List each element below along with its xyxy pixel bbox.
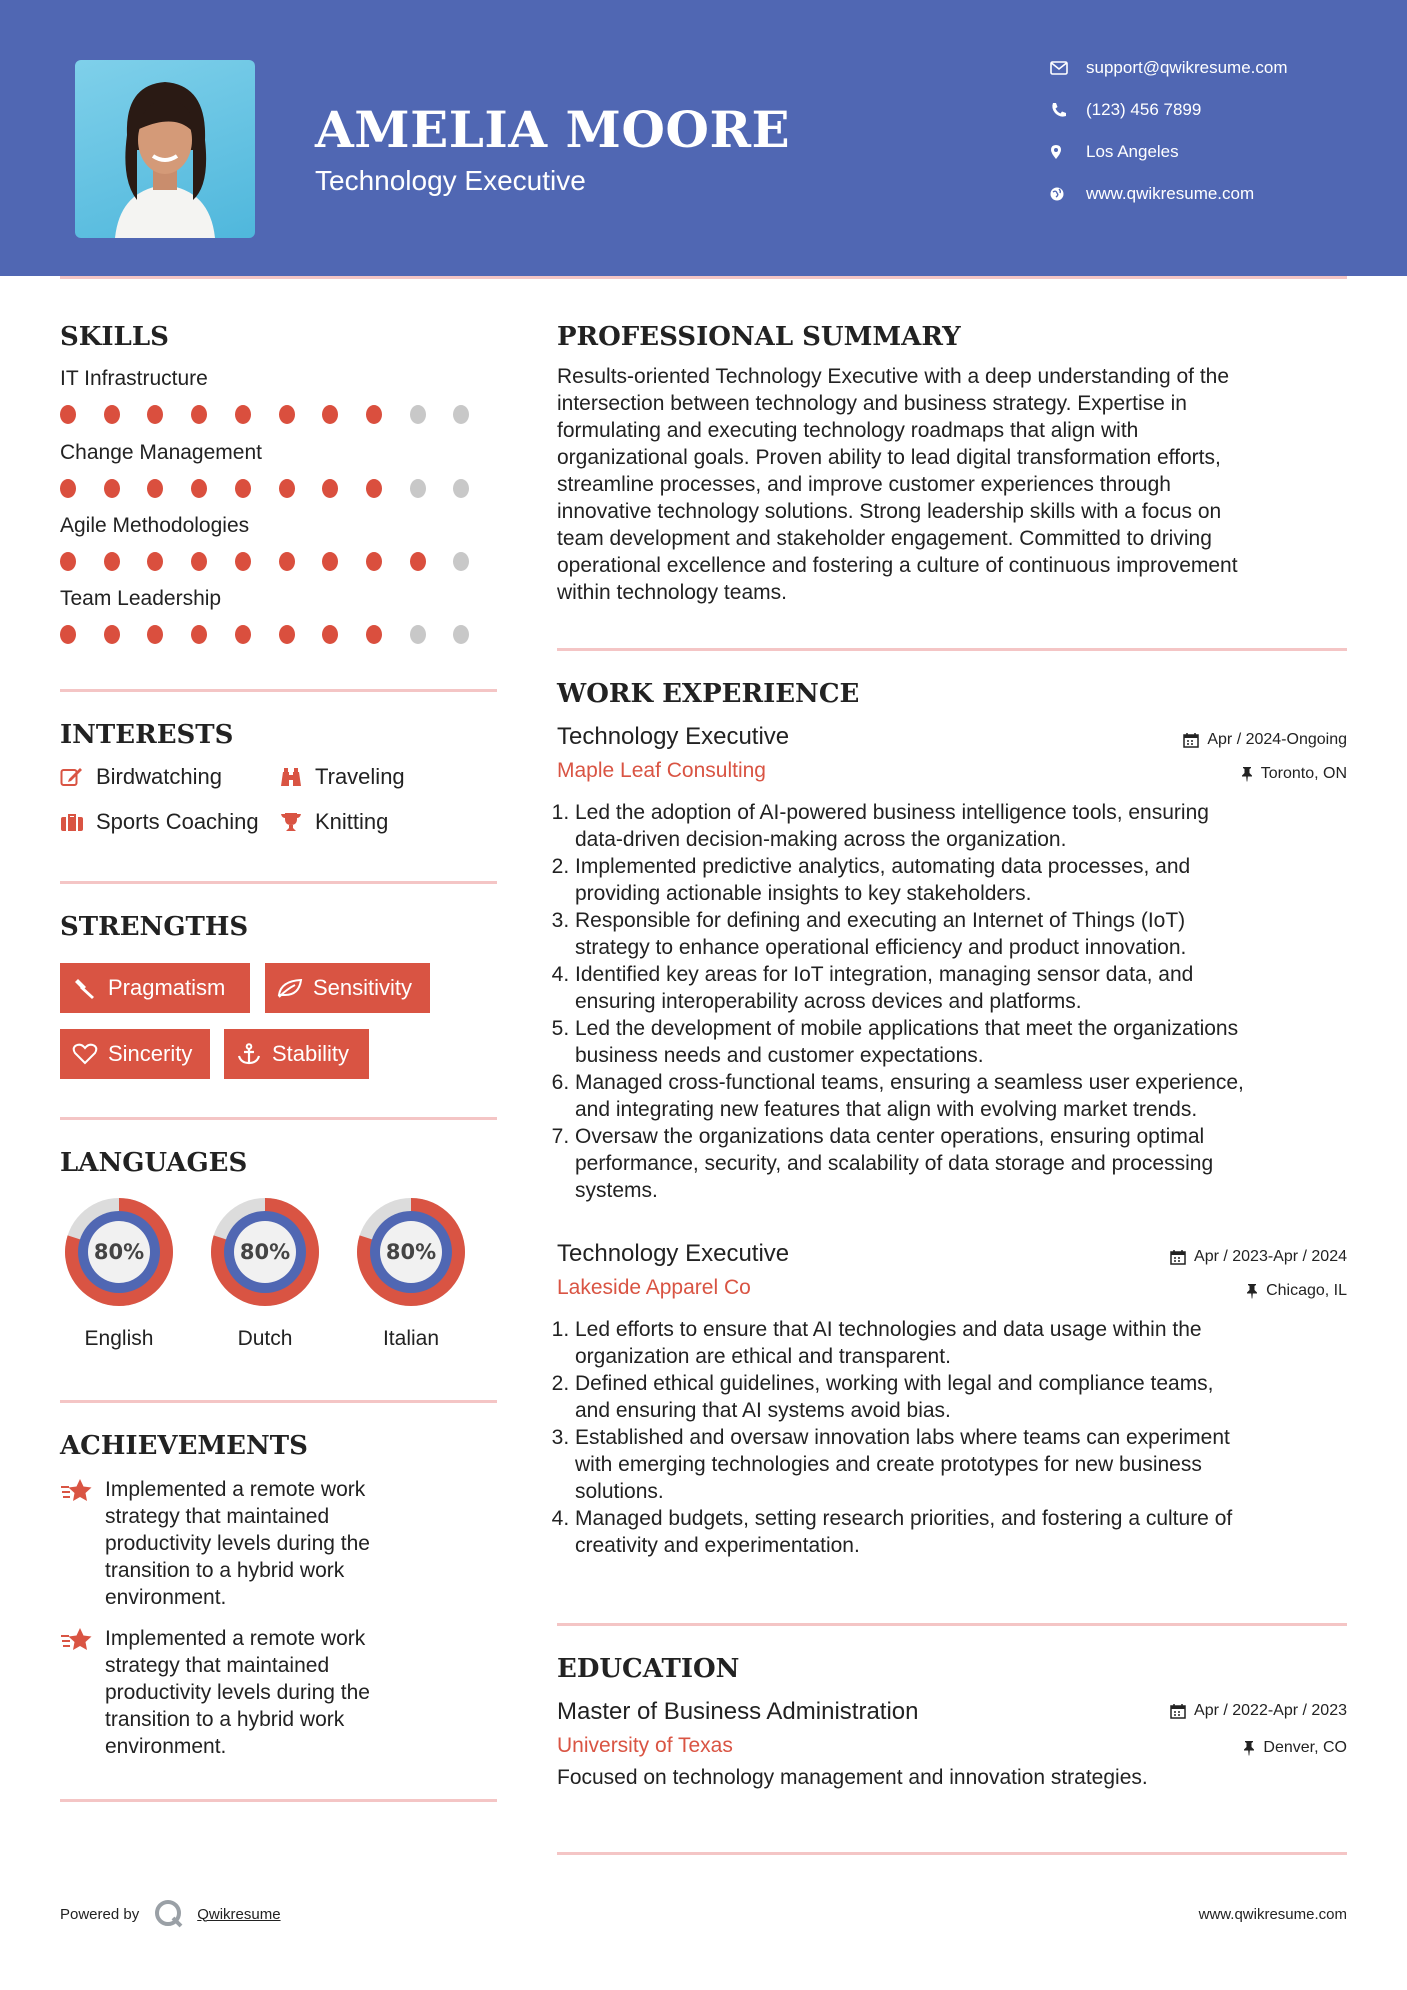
rating-dot-filled bbox=[191, 479, 207, 498]
responsibility-list bbox=[557, 1316, 1347, 1559]
language-item bbox=[351, 1192, 471, 1351]
rating-dot-empty bbox=[453, 405, 469, 424]
strength-tag: Sensitivity bbox=[265, 963, 430, 1013]
rating-dot-filled bbox=[235, 405, 251, 424]
education-heading: EDUCATION bbox=[557, 1654, 740, 1684]
skill-label: IT Infrastructure bbox=[60, 367, 208, 390]
calendar-icon bbox=[1170, 1249, 1186, 1265]
rating-dot-empty bbox=[410, 405, 426, 424]
section-divider bbox=[557, 1852, 1347, 1855]
language-proficiency-ring bbox=[351, 1192, 471, 1312]
languages-heading: LANGUAGES bbox=[60, 1148, 248, 1178]
skill-label: Team Leadership bbox=[60, 587, 222, 610]
job-entry bbox=[557, 1240, 1347, 1559]
summary-section bbox=[557, 322, 1347, 606]
list-item: 1. Led efforts to ensure that AI technologies and data usage within the organization are ethical and transparent. bbox=[575, 1316, 1347, 1370]
pencil-square-icon bbox=[60, 766, 84, 788]
education-section bbox=[557, 1654, 1347, 1684]
heart-icon bbox=[72, 1043, 98, 1065]
calendar-icon bbox=[1170, 1703, 1186, 1719]
job-dates: Apr / 2023-Apr / 2024 bbox=[1170, 1248, 1347, 1266]
section-divider bbox=[557, 1623, 1347, 1626]
strength-tag: Sincerity bbox=[60, 1029, 210, 1079]
language-label: Italian bbox=[382, 1327, 440, 1350]
summary-heading: PROFESSIONAL SUMMARY bbox=[557, 322, 961, 352]
skill-label: Agile Methodologies bbox=[60, 514, 250, 537]
list-item: 4. Identified key areas for IoT integration, managing sensor data, and ensuring interoperability across devices and platforms. bbox=[575, 961, 1347, 1015]
skills-heading: SKILLS bbox=[60, 322, 169, 352]
education-dates: Apr / 2022-Apr / 2023 bbox=[1170, 1702, 1347, 1720]
list-item: 5. Led the development of mobile applications that meet the organizations business needs and customer expectations. bbox=[575, 1015, 1347, 1069]
rating-dot-filled bbox=[104, 405, 120, 424]
list-item: 1. Led the adoption of AI-powered business intelligence tools, ensuring data-driven decision-making across the organization. bbox=[575, 799, 1347, 853]
list-item: 6. Managed cross-functional teams, ensuring a seamless user experience, and integrating new features that align with evolving market trends. bbox=[575, 1069, 1347, 1123]
map-marker-icon bbox=[1050, 144, 1068, 160]
company-name: Maple Leaf Consulting bbox=[557, 759, 766, 782]
rating-dot-filled bbox=[410, 552, 426, 571]
rating-dot-filled bbox=[235, 625, 251, 644]
section-divider bbox=[557, 648, 1347, 651]
rating-dot-filled bbox=[147, 479, 163, 498]
job-location: Chicago, IL bbox=[1246, 1282, 1347, 1300]
section-divider bbox=[60, 1400, 497, 1403]
skill-agile-methodologies bbox=[60, 514, 497, 571]
powered-by-label: Powered by bbox=[60, 1905, 140, 1923]
section-divider bbox=[60, 881, 497, 884]
rating-dot-filled bbox=[235, 552, 251, 571]
candidate-title: Technology Executive bbox=[315, 165, 586, 196]
strength-tag: Pragmatism bbox=[60, 963, 250, 1013]
rating-dot-filled bbox=[104, 552, 120, 571]
language-label: English bbox=[84, 1327, 154, 1350]
rating-dot-filled bbox=[147, 405, 163, 424]
language-percent: 80% bbox=[239, 1240, 291, 1264]
anchor-icon bbox=[236, 1043, 262, 1065]
job-dates: Apr / 2024-Ongoing bbox=[1183, 731, 1347, 749]
interest-item: Sports Coaching bbox=[60, 809, 259, 835]
strengths-section bbox=[60, 912, 497, 942]
skill-it-infrastructure bbox=[60, 367, 497, 424]
profile-photo bbox=[75, 60, 255, 238]
job-location: Toronto, ON bbox=[1241, 765, 1347, 783]
candidate-name: AMELIA MOORE bbox=[315, 100, 791, 159]
binoculars-icon bbox=[279, 766, 303, 788]
skills-section bbox=[60, 322, 497, 352]
rating-dot-filled bbox=[235, 479, 251, 498]
strengths-heading: STRENGTHS bbox=[60, 912, 249, 942]
rating-dot-filled bbox=[279, 552, 295, 571]
section-divider bbox=[60, 689, 497, 692]
rating-dot-filled bbox=[60, 625, 76, 644]
leaf-icon bbox=[277, 977, 303, 999]
section-divider bbox=[60, 1799, 497, 1802]
envelope-icon bbox=[1050, 61, 1068, 75]
rating-dot-filled bbox=[191, 625, 207, 644]
rating-dot-filled bbox=[322, 625, 338, 644]
list-item: 7. Oversaw the organizations data center operations, ensuring optimal performance, security, and scalability of data storage and processing systems. bbox=[575, 1123, 1347, 1204]
skill-rating bbox=[60, 405, 497, 424]
contact-website[interactable]: www.qwikresume.com bbox=[1050, 184, 1254, 204]
responsibility-list bbox=[557, 799, 1347, 1204]
header-divider bbox=[60, 276, 1347, 279]
list-item: 2. Implemented predictive analytics, automating data processes, and providing actionable insights to key stakeholders. bbox=[575, 853, 1347, 907]
trophy-icon bbox=[279, 811, 303, 833]
phone-icon bbox=[1050, 102, 1068, 118]
language-proficiency-ring bbox=[205, 1192, 325, 1312]
achievements-heading: ACHIEVEMENTS bbox=[60, 1431, 308, 1461]
skill-label: Change Management bbox=[60, 441, 262, 464]
job-title: Technology Executive bbox=[557, 1240, 790, 1267]
language-percent: 80% bbox=[93, 1240, 145, 1264]
education-location: Denver, CO bbox=[1243, 1739, 1347, 1757]
language-proficiency-ring bbox=[59, 1192, 179, 1312]
star-icon bbox=[60, 1627, 94, 1653]
achievements-section bbox=[60, 1431, 497, 1461]
rating-dot-filled bbox=[60, 405, 76, 424]
contact-location: Los Angeles bbox=[1050, 142, 1179, 162]
rating-dot-filled bbox=[322, 552, 338, 571]
job-entry bbox=[557, 723, 1347, 1204]
skill-rating bbox=[60, 625, 497, 644]
pushpin-icon bbox=[1243, 1740, 1255, 1756]
interests-heading: INTERESTS bbox=[60, 720, 234, 750]
briefcase-icon bbox=[60, 811, 84, 833]
pushpin-icon bbox=[1246, 1283, 1258, 1299]
rating-dot-filled bbox=[191, 552, 207, 571]
rating-dot-filled bbox=[366, 405, 382, 424]
contact-phone[interactable]: (123) 456 7899 bbox=[1050, 100, 1201, 120]
interest-item: Traveling bbox=[279, 764, 405, 790]
language-item bbox=[205, 1192, 325, 1351]
rating-dot-empty bbox=[410, 479, 426, 498]
skill-rating bbox=[60, 552, 497, 571]
list-item: 4. Managed budgets, setting research priorities, and fostering a culture of creativity and experimentation. bbox=[575, 1505, 1347, 1559]
rating-dot-filled bbox=[279, 405, 295, 424]
rating-dot-filled bbox=[60, 552, 76, 571]
school-name: University of Texas bbox=[557, 1734, 733, 1757]
footer-website[interactable]: www.qwikresume.com bbox=[1198, 1906, 1347, 1923]
rating-dot-filled bbox=[191, 405, 207, 424]
rating-dot-filled bbox=[366, 552, 382, 571]
degree-title: Master of Business Administration bbox=[557, 1698, 919, 1725]
gavel-icon bbox=[72, 977, 98, 999]
languages-section bbox=[60, 1148, 497, 1178]
experience-heading: WORK EXPERIENCE bbox=[557, 679, 860, 709]
summary-text: Results-oriented Technology Executive with a deep understanding of the intersection between technology and business strategy. Expertise in formulating and executing technology roadmaps that align with organizational goals. Proven ability to lead digital transformation efforts, streamline processes, and improve customer experiences through innovative technology solutions. Strong leadership skills with a focus on team development and stakeholder engagement. Committed to driving operational excellence and fostering a culture of continuous improvement within technology teams. bbox=[557, 365, 1238, 604]
section-divider bbox=[60, 1117, 497, 1120]
achievement-item: Implemented a remote work strategy that maintained productivity levels during the transition to a hybrid work environment. bbox=[60, 1476, 460, 1611]
interests-section bbox=[60, 720, 497, 750]
globe-icon bbox=[1050, 186, 1068, 202]
skill-rating bbox=[60, 479, 497, 498]
pushpin-icon bbox=[1241, 766, 1253, 782]
qwikresume-link[interactable]: Qwikresume bbox=[197, 1905, 281, 1923]
rating-dot-filled bbox=[104, 479, 120, 498]
rating-dot-empty bbox=[453, 479, 469, 498]
job-title: Technology Executive bbox=[557, 723, 790, 750]
contact-email[interactable]: support@qwikresume.com bbox=[1050, 58, 1288, 78]
experience-section bbox=[557, 679, 1347, 709]
rating-dot-filled bbox=[279, 625, 295, 644]
rating-dot-filled bbox=[104, 625, 120, 644]
language-label: Dutch bbox=[237, 1327, 293, 1350]
education-entry bbox=[557, 1698, 1347, 1791]
rating-dot-empty bbox=[410, 625, 426, 644]
resume-header bbox=[0, 0, 1407, 276]
skill-change-management bbox=[60, 441, 497, 498]
calendar-icon bbox=[1183, 732, 1199, 748]
star-icon bbox=[60, 1478, 94, 1504]
rating-dot-empty bbox=[453, 552, 469, 571]
company-name: Lakeside Apparel Co bbox=[557, 1276, 751, 1299]
strength-tag: Stability bbox=[224, 1029, 369, 1079]
rating-dot-filled bbox=[366, 479, 382, 498]
rating-dot-filled bbox=[322, 405, 338, 424]
list-item: 3. Responsible for defining and executing an Internet of Things (IoT) strategy to enhance operational efficiency and product innovation. bbox=[575, 907, 1347, 961]
footer-branding bbox=[60, 1898, 281, 1930]
rating-dot-filled bbox=[322, 479, 338, 498]
rating-dot-filled bbox=[147, 625, 163, 644]
rating-dot-filled bbox=[147, 552, 163, 571]
list-item: 2. Defined ethical guidelines, working with legal and compliance teams, and ensuring that AI systems avoid bias. bbox=[575, 1370, 1347, 1424]
list-item: 3. Established and oversaw innovation labs where teams can experiment with emerging technologies and create prototypes for new business solutions. bbox=[575, 1424, 1347, 1505]
rating-dot-filled bbox=[60, 479, 76, 498]
rating-dot-filled bbox=[366, 625, 382, 644]
skill-team-leadership bbox=[60, 587, 497, 644]
interest-item: Birdwatching bbox=[60, 764, 222, 790]
language-percent: 80% bbox=[385, 1240, 437, 1264]
rating-dot-empty bbox=[453, 625, 469, 644]
language-item bbox=[59, 1192, 179, 1351]
qwikresume-logo-icon bbox=[153, 1898, 185, 1930]
achievement-item: Implemented a remote work strategy that maintained productivity levels during the transition to a hybrid work environment. bbox=[60, 1625, 460, 1760]
interest-item: Knitting bbox=[279, 809, 388, 835]
rating-dot-filled bbox=[279, 479, 295, 498]
education-description: Focused on technology management and innovation strategies. bbox=[557, 1766, 1148, 1789]
